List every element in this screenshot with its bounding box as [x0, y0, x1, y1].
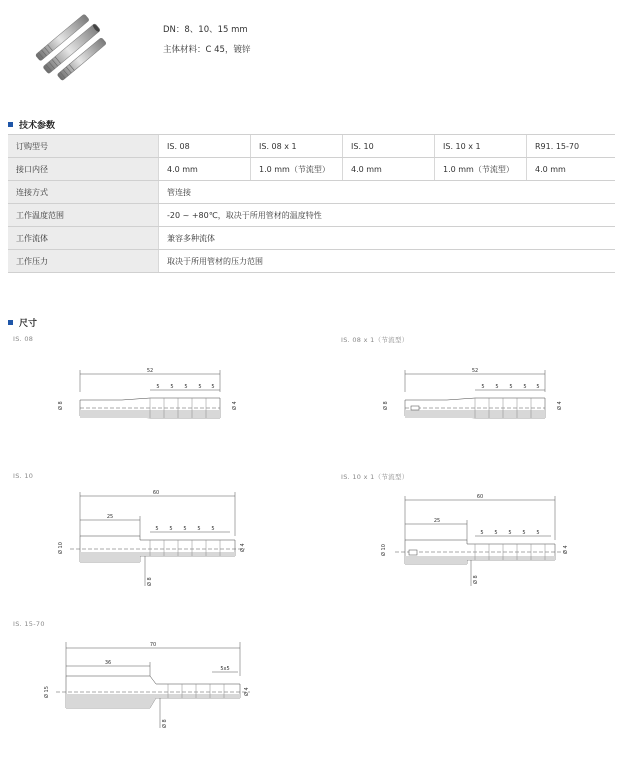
drawing-label: IS. 08 x 1（节流型） — [341, 336, 409, 344]
row-label: 接口内径 — [8, 158, 159, 181]
dim-pitch: 5 — [509, 384, 513, 390]
table-row — [8, 181, 615, 204]
dim-overall: 52 — [471, 368, 479, 374]
table-cell: IS. 08 — [159, 135, 251, 158]
table-row — [8, 204, 615, 227]
dim-pitch: 5 — [481, 384, 485, 390]
table-row — [8, 227, 615, 250]
dim-pitch: 5 — [183, 526, 187, 532]
drawing-is1570 — [40, 636, 260, 746]
dim-pitch: 5 — [170, 384, 174, 390]
table-cell: 兼容多种流体 — [159, 227, 616, 250]
row-label: 工作压力 — [8, 250, 159, 273]
row-label: 工作流体 — [8, 227, 159, 250]
dim-pitch: 5 — [211, 526, 215, 532]
dim-pitch: 5 — [169, 526, 173, 532]
dim-pitch: 5 — [522, 530, 526, 536]
table-cell: 1.0 mm（节流型） — [251, 158, 343, 181]
dim-pitch: 5 — [480, 530, 484, 536]
table-cell: 4.0 mm — [527, 158, 616, 181]
row-label: 工作温度范围 — [8, 204, 159, 227]
table-cell: 取决于所用管材的压力范围 — [159, 250, 616, 273]
spec-table — [8, 134, 615, 273]
row-label: 订购型号 — [8, 135, 159, 158]
drawing-is08x1 — [375, 360, 575, 430]
dim-pitch: 5 — [156, 384, 160, 390]
drawing-is10x1 — [375, 490, 585, 598]
dim-pitch: 5 — [494, 530, 498, 536]
table-row — [8, 135, 615, 158]
table-row — [8, 250, 615, 273]
material-line: 主体材料：C 45，镀锌 — [163, 45, 251, 55]
dim-diameter-right: Ø 4 — [563, 545, 569, 554]
dim-diameter-bottom: Ø 8 — [473, 575, 479, 584]
dim-diameter-bottom: Ø 8 — [162, 719, 168, 728]
drawing-label: IS. 08 — [13, 335, 34, 343]
dim-sub: 25 — [106, 514, 114, 520]
dim-overall: 60 — [152, 490, 160, 496]
dim-diameter-left: Ø 10 — [381, 544, 387, 556]
dim-overall: 52 — [146, 368, 154, 374]
dim-pitch: 5 — [155, 526, 159, 532]
product-image — [30, 14, 115, 84]
table-cell: 管连接 — [159, 181, 616, 204]
dn-line: DN：8、10、15 mm — [163, 25, 248, 35]
table-cell: IS. 10 — [343, 135, 435, 158]
table-cell: 4.0 mm — [343, 158, 435, 181]
dim-diameter-left: Ø 15 — [44, 686, 50, 698]
section-marker-icon — [8, 320, 13, 325]
spec-section-title: 技术参数 — [8, 118, 55, 131]
section-marker-icon — [8, 122, 13, 127]
table-cell: IS. 08 x 1 — [251, 135, 343, 158]
dim-pitch: 5x5 — [220, 666, 230, 672]
row-label: 连接方式 — [8, 181, 159, 204]
dim-diameter-bottom: Ø 8 — [147, 577, 153, 586]
table-cell: -20 ~ +80℃，取决于所用管材的温度特性 — [159, 204, 616, 227]
dim-pitch: 5 — [211, 384, 215, 390]
dim-pitch: 5 — [495, 384, 499, 390]
dim-pitch: 5 — [536, 530, 540, 536]
dim-pitch: 5 — [508, 530, 512, 536]
table-cell: R91. 15-70 — [527, 135, 616, 158]
dim-pitch: 5 — [184, 384, 188, 390]
dim-diameter-right: Ø 4 — [240, 543, 246, 552]
dim-pitch: 5 — [197, 526, 201, 532]
dim-diameter-left: Ø 8 — [58, 401, 64, 410]
drawing-label: IS. 10 — [13, 472, 34, 480]
dim-overall: 70 — [149, 642, 157, 648]
drawing-is10 — [50, 486, 260, 594]
dim-diameter-left: Ø 8 — [383, 401, 389, 410]
table-cell: 4.0 mm — [159, 158, 251, 181]
drawing-label: IS. 15-70 — [13, 620, 45, 628]
dims-section-title: 尺寸 — [8, 316, 37, 329]
dim-pitch: 5 — [536, 384, 540, 390]
table-cell: 1.0 mm（节流型） — [435, 158, 527, 181]
table-cell: IS. 10 x 1 — [435, 135, 527, 158]
dim-diameter-right: Ø 4 — [244, 687, 250, 696]
drawing-label: IS. 10 x 1（节流型） — [341, 473, 409, 481]
dim-sub: 25 — [433, 518, 441, 524]
dim-sub: 36 — [104, 660, 112, 666]
dim-diameter-right: Ø 4 — [557, 401, 563, 410]
table-row — [8, 158, 615, 181]
dim-pitch: 5 — [198, 384, 202, 390]
drawing-is08 — [50, 360, 250, 430]
dim-diameter-left: Ø 10 — [58, 542, 64, 554]
dim-pitch: 5 — [523, 384, 527, 390]
dim-diameter-right: Ø 4 — [232, 401, 238, 410]
dim-overall: 60 — [476, 494, 484, 500]
